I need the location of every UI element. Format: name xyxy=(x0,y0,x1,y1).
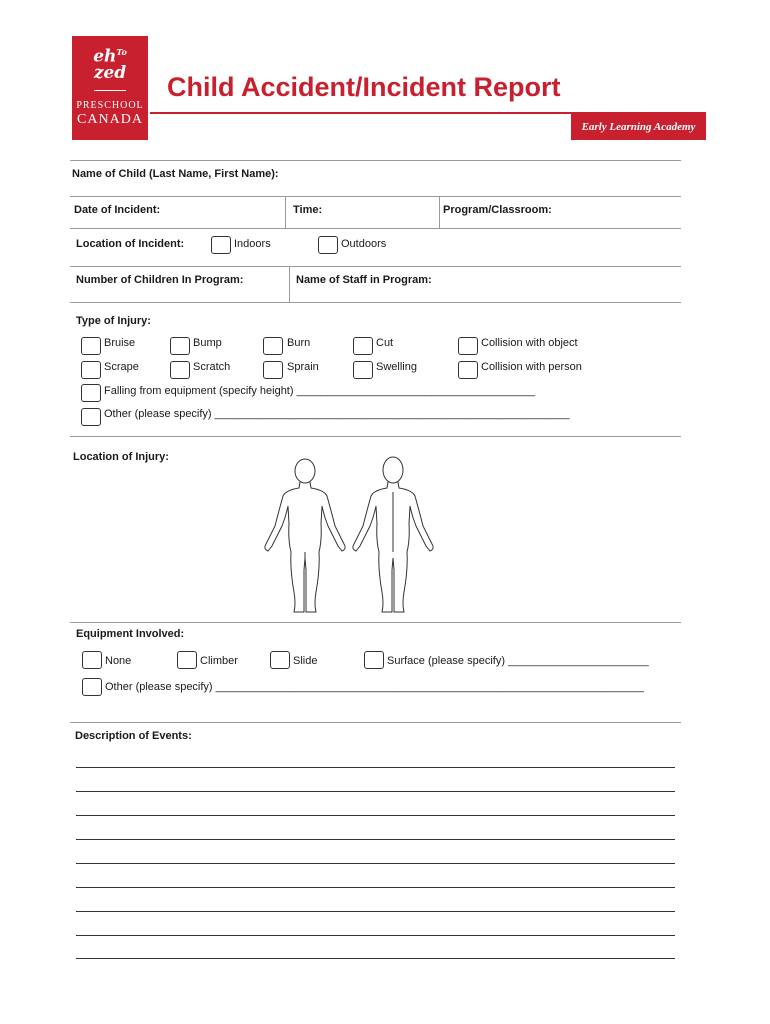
option-label: Scratch xyxy=(193,361,231,373)
bruise-checkbox[interactable] xyxy=(81,337,101,355)
climber-checkbox[interactable] xyxy=(177,651,197,669)
divider xyxy=(70,160,681,161)
divider xyxy=(70,228,681,229)
option-label: Bump xyxy=(193,337,222,349)
description-line[interactable] xyxy=(76,767,675,768)
divider xyxy=(289,266,290,302)
outdoors-label: Outdoors xyxy=(341,238,387,250)
description-line[interactable] xyxy=(76,911,675,912)
equipment-option-label: None xyxy=(105,655,132,667)
divider xyxy=(70,436,681,437)
divider xyxy=(70,722,681,723)
description-line[interactable] xyxy=(76,863,675,864)
preschool-logo xyxy=(72,36,148,140)
surface-checkbox[interactable] xyxy=(364,651,384,669)
collision-object-checkbox[interactable] xyxy=(458,337,478,355)
equipment-option-label: Slide xyxy=(293,655,318,667)
option-label: Burn xyxy=(287,337,311,349)
indoors-label: Indoors xyxy=(234,238,271,250)
time-label: Time: xyxy=(293,204,323,216)
description-line[interactable] xyxy=(76,935,675,936)
book-icon xyxy=(94,90,126,99)
equipment-other-label[interactable]: Other (please specify) ______________________________________________________________________ xyxy=(105,681,644,693)
injury-type-heading: Type of Injury: xyxy=(76,315,151,327)
option-label: Collision with object xyxy=(481,337,578,349)
none-checkbox[interactable] xyxy=(82,651,102,669)
date-label: Date of Incident: xyxy=(74,204,161,216)
bump-checkbox[interactable] xyxy=(170,337,190,355)
burn-checkbox[interactable] xyxy=(263,337,283,355)
description-line[interactable] xyxy=(76,815,675,816)
description-line[interactable] xyxy=(76,839,675,840)
sprain-checkbox[interactable] xyxy=(263,361,283,379)
cut-checkbox[interactable] xyxy=(353,337,373,355)
collision-person-checkbox[interactable] xyxy=(458,361,478,379)
scratch-checkbox[interactable] xyxy=(170,361,190,379)
body-back-diagram[interactable] xyxy=(346,452,442,622)
program-label: Program/Classroom: xyxy=(443,204,552,216)
divider xyxy=(70,196,681,197)
num-children-label: Number of Children In Program: xyxy=(76,274,244,286)
divider xyxy=(70,302,681,303)
option-label: Cut xyxy=(376,337,394,349)
divider xyxy=(70,266,681,267)
divider xyxy=(70,622,681,623)
logo-canada-text: CANADA xyxy=(77,112,143,127)
staff-label: Name of Staff in Program: xyxy=(296,274,432,286)
equipment-option-label: Climber xyxy=(200,655,238,667)
divider xyxy=(285,196,286,228)
slide-checkbox[interactable] xyxy=(270,651,290,669)
falling-label[interactable]: Falling from equipment (specify height) _______________________________________ xyxy=(104,385,536,397)
equipment-other-checkbox[interactable] xyxy=(82,678,102,696)
child-name-label: Name of Child (Last Name, First Name): xyxy=(72,168,279,180)
body-front-diagram[interactable] xyxy=(258,452,352,622)
option-label: Scrape xyxy=(104,361,139,373)
option-label: Swelling xyxy=(376,361,417,373)
indoors-checkbox[interactable] xyxy=(211,236,231,254)
option-label: Sprain xyxy=(287,361,319,373)
equipment-heading: Equipment Involved: xyxy=(76,628,185,640)
outdoors-checkbox[interactable] xyxy=(318,236,338,254)
surface-label[interactable]: Surface (please specify) _______________________ xyxy=(387,655,649,667)
logo-preschool-text: PRESCHOOL xyxy=(76,100,144,111)
falling-checkbox[interactable] xyxy=(81,384,101,402)
injury-other-checkbox[interactable] xyxy=(81,408,101,426)
location-injury-heading: Location of Injury: xyxy=(73,451,169,463)
description-line[interactable] xyxy=(76,887,675,888)
divider xyxy=(439,196,440,228)
injury-other-label[interactable]: Other (please specify) __________________________________________________________ xyxy=(104,408,570,420)
logo-wordmark: $eh^{To}$ zed xyxy=(93,46,127,83)
page-title: Child Accident/Incident Report xyxy=(167,72,561,102)
description-heading: Description of Events: xyxy=(75,730,192,742)
description-line[interactable] xyxy=(76,791,675,792)
swelling-checkbox[interactable] xyxy=(353,361,373,379)
description-line[interactable] xyxy=(76,958,675,959)
scrape-checkbox[interactable] xyxy=(81,361,101,379)
option-label: Collision with person xyxy=(481,361,582,373)
option-label: Bruise xyxy=(104,337,136,349)
academy-badge: Early Learning Academy xyxy=(571,114,706,140)
location-incident-label: Location of Incident: xyxy=(76,238,185,250)
